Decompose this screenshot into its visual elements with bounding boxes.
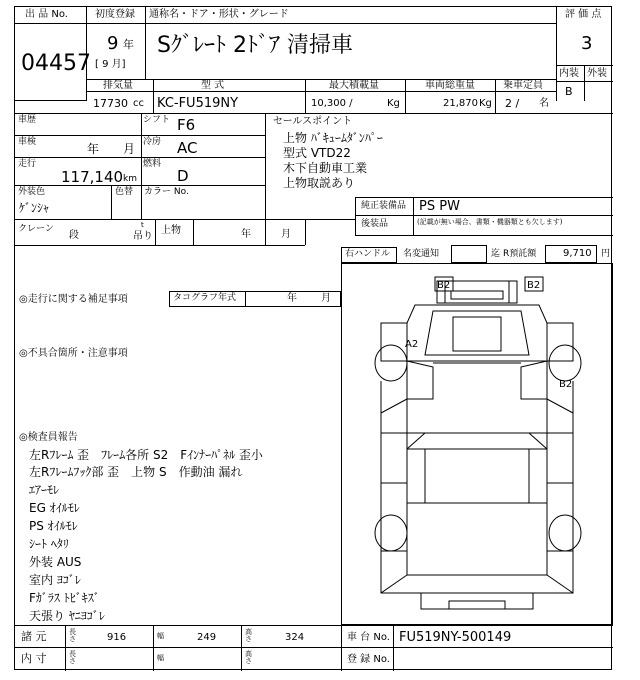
shift-label: シフト xyxy=(143,115,171,125)
max-load-unit: Kg xyxy=(387,98,400,109)
color-label: 外装色 xyxy=(18,187,46,197)
capacity-label: 乗車定員 xyxy=(503,80,543,91)
first-reg-label: 初度登録 xyxy=(95,9,135,20)
max-load: 10,300 / xyxy=(311,98,353,109)
gross-weight: 21,870 xyxy=(443,98,478,109)
inspector-line-8: 室内 ﾖｺﾞﾚ xyxy=(29,573,81,587)
driving-supplement-label: ◎走行に関する補足事項 xyxy=(19,294,128,305)
max-load-label: 最大積載量 xyxy=(329,80,379,91)
mileage-unit: km xyxy=(123,174,137,184)
ac: AC xyxy=(177,139,198,157)
inspector-line-3: ｴｱｰﾓﾚ xyxy=(29,483,60,497)
inspection-month-unit: 月 xyxy=(123,142,136,156)
inspector-line-10: 天張り ﾔﾆﾖｺﾞﾚ xyxy=(29,609,105,623)
shift: F6 xyxy=(177,116,196,134)
rhd-label: 右ハンドル xyxy=(345,249,391,259)
inspection-year-unit: 年 xyxy=(87,142,100,156)
interior-grade-label: 内装 xyxy=(559,68,579,79)
inspector-line-9: Fｶﾞﾗｽ ﾄﾋﾞｷｽﾞ xyxy=(29,591,100,605)
aftermarket-label: 後装品 xyxy=(361,219,389,229)
exterior-color: ｹﾞﾝｼｬ xyxy=(19,201,50,215)
recycle-deposit-unit: 円 xyxy=(601,249,611,259)
tachograph-label: タコグラフ年式 xyxy=(173,293,237,303)
inspector-line-4: EG ｵｲﾙﾓﾚ xyxy=(29,501,80,515)
inspector-line-2: 左Rﾌﾚｰﾑﾌｯｸ部 歪 上物 S 作動油 漏れ xyxy=(29,465,243,479)
capacity: 2 / xyxy=(505,97,520,110)
interior-grade: B xyxy=(565,85,573,98)
overall-grade: 3 xyxy=(581,33,593,54)
dimensions-label: 諸 元 xyxy=(21,630,47,643)
inspector-line-6: ｼｰﾄ ﾍﾀﾘ xyxy=(29,537,69,551)
width-label: 幅 xyxy=(157,632,164,640)
displacement-unit: cc xyxy=(133,98,144,109)
crane-stage-unit: 段 xyxy=(69,230,79,241)
color-no-label: カラー No. xyxy=(144,187,189,197)
damage-mark-b2-front-left: B2 xyxy=(437,280,451,291)
interior-width-label: 幅 xyxy=(157,654,164,662)
interior-length-label: 長さ xyxy=(69,650,76,665)
genuine-equipment-label: 純正装備品 xyxy=(361,201,407,211)
history-label: 車歴 xyxy=(18,115,37,125)
first-reg-year: 9 xyxy=(107,33,119,54)
fuel-label: 燃料 xyxy=(143,159,162,169)
odometer-prefix: 迄 xyxy=(491,249,501,259)
exterior-grade-label: 外装 xyxy=(587,68,607,79)
vehicle-name-label: 通称名・ドア・形状・グレード xyxy=(149,9,289,20)
displacement-label: 排気量 xyxy=(103,80,133,91)
lot-no-label: 出 品 No. xyxy=(25,9,68,20)
length: 916 xyxy=(107,632,127,643)
name-change-box xyxy=(451,245,487,263)
width: 249 xyxy=(197,632,217,643)
recycle-deposit-label: R預託額 xyxy=(503,249,537,259)
gross-weight-label: 車両総重量 xyxy=(425,80,475,91)
interior-dimensions-label: 内 寸 xyxy=(21,652,47,665)
crane-label: クレーン xyxy=(18,224,54,234)
sales-point-3: 木下自動車工業 xyxy=(283,161,368,175)
first-reg-month: [ 9 月] xyxy=(95,59,126,70)
lot-number: 04457 xyxy=(21,51,91,76)
defects-label: ◎不具合箇所・注意事項 xyxy=(19,348,128,359)
truck-diagram xyxy=(341,263,613,625)
color-swatch-label: 色替 xyxy=(115,187,134,197)
capacity-unit: 名 xyxy=(539,98,549,109)
crane-t: t xyxy=(141,221,144,229)
damage-mark-a2: A2 xyxy=(405,339,419,350)
inspector-line-1: 左Rﾌﾚｰﾑ 歪 ﾌﾚｰﾑ各所 S2 Fｲﾝﾅｰﾊﾟﾈﾙ 歪小 xyxy=(29,448,263,462)
inspector-line-7: 外装 AUS xyxy=(29,555,82,569)
sales-point-1: 上物 ﾊﾞｷｭｰﾑﾀﾞﾝﾊﾟｰ xyxy=(283,131,383,145)
damage-mark-b2-front-right: B2 xyxy=(527,280,541,291)
tachograph-year-unit: 年 xyxy=(287,293,297,304)
chassis-number: FU519NY-500149 xyxy=(399,630,512,645)
recycle-deposit: 9,710 xyxy=(563,248,592,259)
mileage-label: 走行 xyxy=(18,159,37,169)
mileage: 117,140 xyxy=(61,168,124,186)
genuine-equipment: PS PW xyxy=(419,199,460,214)
inspection-label: 車検 xyxy=(18,137,37,147)
body-year-unit: 年 xyxy=(241,229,251,240)
model-label: 型 式 xyxy=(201,80,225,91)
sales-points-label: セールスポイント xyxy=(273,116,353,127)
inspector-line-5: PS ｵｲﾙﾓﾚ xyxy=(29,519,78,533)
crane-lift-unit: 吊り xyxy=(133,231,153,242)
vehicle-name: Sｸﾞﾚｰﾄ 2ﾄﾞｱ 清掃車 xyxy=(157,33,353,58)
sales-point-4: 上物取説あり xyxy=(283,176,356,190)
grade-label: 評 価 点 xyxy=(565,9,602,20)
tachograph-month-unit: 月 xyxy=(321,293,331,304)
interior-height-label: 高さ xyxy=(245,650,252,665)
model: KC-FU519NY xyxy=(157,96,239,111)
height-label: 高さ xyxy=(245,628,252,643)
auction-sheet xyxy=(14,6,612,670)
gross-weight-unit: Kg xyxy=(479,98,492,109)
first-reg-year-unit: 年 xyxy=(123,38,134,51)
registration-label: 登 録 No. xyxy=(347,654,390,665)
displacement: 17730 xyxy=(93,97,128,110)
damage-mark-b2-side: B2 xyxy=(559,379,573,390)
fuel: D xyxy=(177,167,189,185)
body-month-unit: 月 xyxy=(281,229,291,240)
chassis-label: 車 台 No. xyxy=(347,632,390,643)
ac-label: 冷房 xyxy=(143,137,162,147)
sales-point-2: 型式 VTD22 xyxy=(283,146,351,160)
body-label: 上物 xyxy=(161,225,181,236)
name-change-label: 名変通知 xyxy=(403,249,440,259)
height: 324 xyxy=(285,632,305,643)
inspector-report-label: ◎検査員報告 xyxy=(19,432,78,443)
aftermarket-note: (記載が無い場合、書類・機器類とも欠します) xyxy=(417,218,563,226)
length-label: 長さ xyxy=(69,628,76,643)
